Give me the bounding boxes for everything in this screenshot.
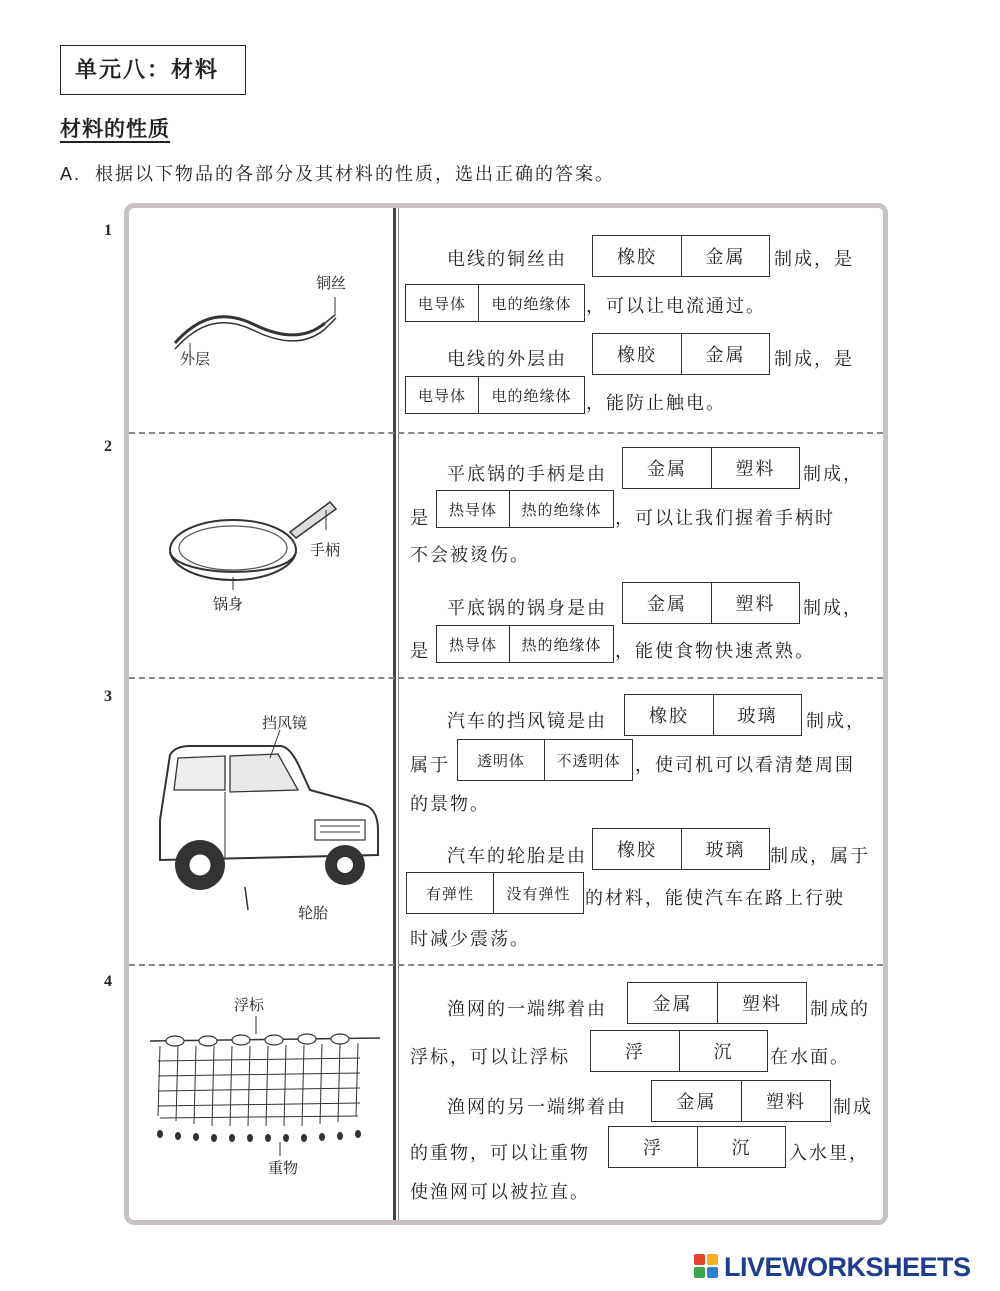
image-label: 挡风镜 (262, 715, 308, 732)
q4-line: 入水里， (789, 1143, 869, 1164)
q4-choice-1 (627, 982, 807, 1024)
q4-line: 渔网的一端绑着由 (447, 999, 607, 1020)
q2-choice-2 (436, 490, 614, 528)
q4-line: 制成的 (810, 999, 870, 1020)
option-box[interactable]: 金属 (681, 334, 769, 374)
q4-line: 制成 (833, 1097, 873, 1118)
q3-line: 的景物。 (410, 794, 490, 815)
question-number: 2 (104, 438, 112, 455)
fishing-net-illustration (130, 966, 388, 1216)
option-box[interactable]: 热的绝缘体 (509, 491, 613, 527)
q3-line: 制成， (806, 711, 866, 732)
option-box[interactable]: 电的绝缘体 (478, 285, 584, 321)
image-label: 锅身 (213, 596, 244, 613)
q2-choice-3 (622, 582, 800, 624)
q1-choice-3 (592, 333, 770, 375)
q2-line: 平底锅的手柄是由 (447, 464, 607, 485)
q3-choice-1 (624, 694, 802, 736)
image-label: 轮胎 (298, 905, 329, 922)
option-box[interactable]: 没有弹性 (493, 873, 583, 913)
option-box[interactable]: 热的绝缘体 (509, 626, 613, 662)
q2-choice-4 (436, 625, 614, 663)
option-box[interactable]: 金属 (647, 459, 687, 480)
q2-line: 是 (410, 508, 430, 529)
unit-title: 单元八：材料 (60, 45, 246, 95)
q3-line: 制成，属于 (770, 846, 870, 867)
q4-line: 的重物，可以让重物 (410, 1143, 590, 1164)
option-box[interactable]: 沉 (697, 1127, 785, 1167)
q2-line: 制成， (803, 598, 863, 619)
option-box[interactable]: 橡胶 (617, 247, 657, 268)
q1-line: ，可以让电流通过。 (586, 296, 766, 317)
q3-line: 汽车的挡风镜是由 (447, 711, 607, 732)
q1-choice-4 (405, 376, 585, 414)
q3-line: 的材料，能使汽车在路上行驶 (585, 888, 845, 909)
wire-illustration (130, 215, 388, 430)
section-title: 材料的性质 (60, 116, 170, 141)
q4-line: 在水面。 (770, 1047, 850, 1068)
q3-line: 时减少震荡。 (410, 929, 530, 950)
instruction-letter: A. (60, 164, 82, 184)
option-box[interactable]: 电导体 (417, 386, 466, 405)
q1-choice-1 (592, 235, 770, 277)
option-box[interactable]: 塑料 (711, 448, 799, 488)
q2-line: ，可以让我们握着手柄时 (615, 508, 835, 529)
q4-choice-4 (608, 1126, 786, 1168)
q2-line: 制成， (803, 464, 863, 485)
q3-line: 属于 (410, 755, 450, 776)
q4-line: 使渔网可以被拉直。 (410, 1182, 590, 1203)
q4-choice-2 (590, 1030, 768, 1072)
car-illustration (130, 680, 388, 960)
option-box[interactable]: 透明体 (476, 751, 525, 770)
option-box[interactable]: 有弹性 (425, 884, 474, 903)
liveworksheets-logo-icon (694, 1254, 720, 1280)
option-box[interactable]: 玻璃 (713, 695, 801, 735)
image-label: 铜丝 (316, 275, 347, 292)
pan-illustration (130, 432, 388, 672)
q3-line: ，使司机可以看清楚周围 (635, 755, 855, 776)
q1-line: 电线的铜丝由 (447, 249, 567, 270)
question-number: 4 (104, 973, 112, 990)
option-box[interactable]: 橡胶 (617, 345, 657, 366)
image-label: 手柄 (310, 542, 341, 559)
option-box[interactable]: 橡胶 (617, 840, 657, 861)
q1-choice-2 (405, 284, 585, 322)
q1-line: ，能防止触电。 (586, 393, 726, 414)
image-label: 外层 (180, 351, 211, 368)
option-box[interactable]: 热导体 (448, 500, 497, 519)
question-number: 3 (104, 688, 112, 705)
q2-choice-1 (622, 447, 800, 489)
option-box[interactable]: 不透明体 (544, 740, 632, 780)
option-box[interactable]: 玻璃 (681, 829, 769, 869)
q4-line: 浮标，可以让浮标 (410, 1047, 570, 1068)
option-box[interactable]: 金属 (647, 594, 687, 615)
q2-line: 不会被烫伤。 (410, 545, 530, 566)
option-box[interactable]: 浮 (625, 1042, 645, 1063)
image-label: 重物 (268, 1160, 299, 1177)
image-label: 浮标 (234, 997, 265, 1014)
liveworksheets-brand (694, 1252, 971, 1282)
q2-line: 平底锅的锅身是由 (447, 598, 607, 619)
option-box[interactable]: 塑料 (741, 1081, 830, 1121)
option-box[interactable]: 塑料 (717, 983, 806, 1023)
q3-choice-2 (457, 739, 633, 781)
option-box[interactable]: 塑料 (711, 583, 799, 623)
brand-text: LIVEWORKSHEETS (724, 1251, 971, 1282)
option-box[interactable]: 浮 (643, 1138, 663, 1159)
q3-choice-4 (406, 872, 584, 914)
option-box[interactable]: 热导体 (448, 635, 497, 654)
q4-line: 渔网的另一端绑着由 (447, 1097, 627, 1118)
q1-line: 制成，是 (774, 349, 854, 370)
instruction-text: 根据以下物品的各部分及其材料的性质，选出正确的答案。 (95, 164, 616, 185)
option-box[interactable]: 沉 (679, 1031, 767, 1071)
option-box[interactable]: 金属 (652, 994, 693, 1015)
option-box[interactable]: 电的绝缘体 (478, 377, 584, 413)
q4-choice-3 (651, 1080, 831, 1122)
question-number: 1 (104, 222, 112, 239)
option-box[interactable]: 金属 (676, 1092, 717, 1113)
instruction (60, 160, 615, 186)
q3-choice-3 (592, 828, 770, 870)
option-box[interactable]: 金属 (681, 236, 769, 276)
q1-line: 制成，是 (774, 249, 854, 270)
q2-line: 是 (410, 641, 430, 662)
option-box[interactable]: 橡胶 (649, 706, 689, 727)
option-box[interactable]: 电导体 (417, 294, 466, 313)
q2-line: ，能使食物快速煮熟。 (615, 641, 815, 662)
q3-line: 汽车的轮胎是由 (447, 846, 587, 867)
q1-line: 电线的外层由 (447, 349, 567, 370)
